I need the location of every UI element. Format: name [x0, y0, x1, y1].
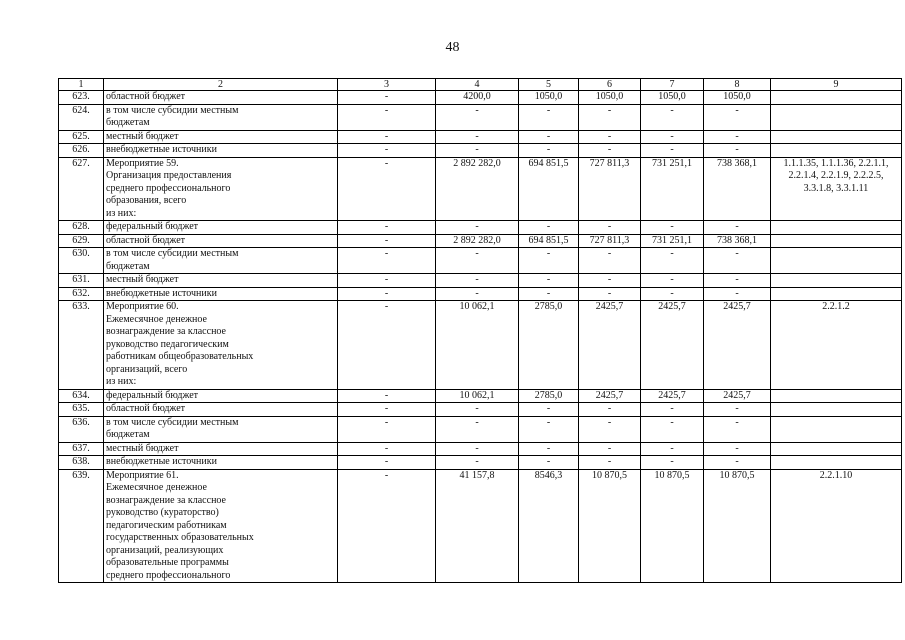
column-6-cell: 2425,7 [579, 301, 641, 390]
column-4-cell: 2 892 282,0 [436, 157, 519, 221]
column-5-cell: - [519, 403, 579, 417]
page-number: 48 [445, 40, 460, 55]
column-3-cell: - [338, 403, 436, 417]
column-8-cell: - [704, 144, 771, 158]
table-row [59, 104, 902, 130]
column-6-cell: 2425,7 [579, 389, 641, 403]
column-7-cell: - [641, 130, 704, 144]
item-name-cell: местный бюджет [104, 442, 338, 456]
header-cell: 4 [436, 79, 519, 91]
column-5-cell: - [519, 274, 579, 288]
column-5-cell: - [519, 416, 579, 442]
column-6-cell: 10 870,5 [579, 469, 641, 583]
table-row [59, 234, 902, 248]
column-5-cell: - [519, 130, 579, 144]
indicator-refs-cell: 2.2.1.10 [771, 469, 902, 583]
column-3-cell: - [338, 456, 436, 470]
column-6-cell: - [579, 221, 641, 235]
column-7-cell: - [641, 144, 704, 158]
column-8-cell: - [704, 403, 771, 417]
column-4-cell: - [436, 287, 519, 301]
column-7-cell: - [641, 442, 704, 456]
column-7-cell: 731 251,1 [641, 157, 704, 221]
column-3-cell: - [338, 442, 436, 456]
column-4-cell: - [436, 248, 519, 274]
column-7-cell: - [641, 221, 704, 235]
column-3-cell: - [338, 104, 436, 130]
row-number-cell: 631. [59, 274, 104, 288]
indicator-refs-cell [771, 91, 902, 105]
column-7-cell: 1050,0 [641, 91, 704, 105]
column-6-cell: - [579, 104, 641, 130]
column-5-cell: 1050,0 [519, 91, 579, 105]
table-row [59, 157, 902, 221]
indicator-refs-cell [771, 234, 902, 248]
column-3-cell: - [338, 144, 436, 158]
column-6-cell: - [579, 287, 641, 301]
item-name-cell: в том числе субсидии местным бюджетам [104, 416, 338, 442]
column-7-cell: 731 251,1 [641, 234, 704, 248]
row-number-cell: 628. [59, 221, 104, 235]
row-number-cell: 633. [59, 301, 104, 390]
column-4-cell: 10 062,1 [436, 389, 519, 403]
column-8-cell: - [704, 274, 771, 288]
column-6-cell: - [579, 248, 641, 274]
column-6-cell: - [579, 456, 641, 470]
indicator-refs-cell [771, 403, 902, 417]
table-row [59, 442, 902, 456]
column-4-cell: - [436, 104, 519, 130]
header-cell: 3 [338, 79, 436, 91]
column-7-cell: - [641, 274, 704, 288]
item-name-cell: в том числе субсидии местным бюджетам [104, 248, 338, 274]
item-name-cell: Мероприятие 61. Ежемесячное денежное вознаграждение за классное руководство (кураторство) педагогическим работникам государственных образовательных организаций, реализующих образовательные программы среднего профессионального [104, 469, 338, 583]
item-name-cell: областной бюджет [104, 91, 338, 105]
indicator-refs-cell [771, 389, 902, 403]
indicator-refs-cell [771, 104, 902, 130]
item-name-cell: внебюджетные источники [104, 287, 338, 301]
column-5-cell: 8546,3 [519, 469, 579, 583]
column-3-cell: - [338, 91, 436, 105]
column-5-cell: - [519, 442, 579, 456]
column-5-cell: 694 851,5 [519, 157, 579, 221]
column-4-cell: - [436, 144, 519, 158]
column-7-cell: - [641, 416, 704, 442]
column-6-cell: - [579, 130, 641, 144]
column-8-cell: 738 368,1 [704, 234, 771, 248]
column-8-cell: - [704, 456, 771, 470]
column-5-cell: 2785,0 [519, 389, 579, 403]
item-name-cell: областной бюджет [104, 234, 338, 248]
column-3-cell: - [338, 221, 436, 235]
column-3-cell: - [338, 274, 436, 288]
indicator-refs-cell [771, 442, 902, 456]
column-5-cell: - [519, 248, 579, 274]
row-number-cell: 629. [59, 234, 104, 248]
column-3-cell: - [338, 130, 436, 144]
header-cell: 2 [104, 79, 338, 91]
column-5-cell: 694 851,5 [519, 234, 579, 248]
item-name-cell: в том числе субсидии местным бюджетам [104, 104, 338, 130]
column-3-cell: - [338, 234, 436, 248]
header-cell: 5 [519, 79, 579, 91]
row-number-cell: 634. [59, 389, 104, 403]
item-name-cell: федеральный бюджет [104, 389, 338, 403]
table-row [59, 416, 902, 442]
column-8-cell: 2425,7 [704, 389, 771, 403]
table-row [59, 469, 902, 583]
column-8-cell: - [704, 104, 771, 130]
indicator-refs-cell [771, 221, 902, 235]
column-8-cell: 10 870,5 [704, 469, 771, 583]
column-4-cell: 2 892 282,0 [436, 234, 519, 248]
column-7-cell: - [641, 456, 704, 470]
header-cell: 7 [641, 79, 704, 91]
column-8-cell: - [704, 442, 771, 456]
column-5-cell: - [519, 287, 579, 301]
column-3-cell: - [338, 287, 436, 301]
column-6-cell: - [579, 416, 641, 442]
column-4-cell: - [436, 221, 519, 235]
table-row [59, 389, 902, 403]
column-5-cell: - [519, 144, 579, 158]
column-6-cell: 727 811,3 [579, 234, 641, 248]
indicator-refs-cell: 1.1.1.35, 1.1.1.36, 2.2.1.1, 2.2.1.4, 2.2.1.9, 2.2.2.5, 3.3.1.8, 3.3.1.11 [771, 157, 902, 221]
item-name-cell: внебюджетные источники [104, 456, 338, 470]
column-6-cell: - [579, 442, 641, 456]
indicator-refs-cell: 2.2.1.2 [771, 301, 902, 390]
header-cell: 8 [704, 79, 771, 91]
indicator-refs-cell [771, 248, 902, 274]
column-4-cell: - [436, 403, 519, 417]
column-7-cell: 2425,7 [641, 301, 704, 390]
column-6-cell: 1050,0 [579, 91, 641, 105]
column-8-cell: 2425,7 [704, 301, 771, 390]
row-number-cell: 626. [59, 144, 104, 158]
column-5-cell: - [519, 104, 579, 130]
header-cell: 9 [771, 79, 902, 91]
column-7-cell: - [641, 287, 704, 301]
column-8-cell: - [704, 221, 771, 235]
table-row [59, 301, 902, 390]
row-number-cell: 623. [59, 91, 104, 105]
row-number-cell: 637. [59, 442, 104, 456]
column-7-cell: - [641, 104, 704, 130]
indicator-refs-cell [771, 416, 902, 442]
column-4-cell: 4200,0 [436, 91, 519, 105]
column-3-cell: - [338, 416, 436, 442]
column-5-cell: 2785,0 [519, 301, 579, 390]
row-number-cell: 635. [59, 403, 104, 417]
indicator-refs-cell [771, 287, 902, 301]
column-8-cell: - [704, 416, 771, 442]
indicator-refs-cell [771, 456, 902, 470]
row-number-cell: 624. [59, 104, 104, 130]
table-row [59, 91, 902, 105]
item-name-cell: местный бюджет [104, 130, 338, 144]
column-3-cell: - [338, 469, 436, 583]
column-8-cell: 738 368,1 [704, 157, 771, 221]
table-row [59, 287, 902, 301]
column-4-cell: - [436, 442, 519, 456]
column-8-cell: - [704, 287, 771, 301]
column-3-cell: - [338, 389, 436, 403]
row-number-cell: 630. [59, 248, 104, 274]
item-name-cell: областной бюджет [104, 403, 338, 417]
column-7-cell: - [641, 403, 704, 417]
row-number-cell: 632. [59, 287, 104, 301]
indicator-refs-cell [771, 130, 902, 144]
column-6-cell: 727 811,3 [579, 157, 641, 221]
column-3-cell: - [338, 157, 436, 221]
column-7-cell: 10 870,5 [641, 469, 704, 583]
indicator-refs-cell [771, 274, 902, 288]
column-4-cell: - [436, 416, 519, 442]
indicator-refs-cell [771, 144, 902, 158]
header-cell: 1 [59, 79, 104, 91]
row-number-cell: 638. [59, 456, 104, 470]
table-row [59, 456, 902, 470]
row-number-cell: 627. [59, 157, 104, 221]
column-8-cell: - [704, 130, 771, 144]
column-7-cell: - [641, 248, 704, 274]
table-row [59, 130, 902, 144]
row-number-cell: 639. [59, 469, 104, 583]
header-row [59, 79, 902, 91]
budget-table [58, 78, 902, 583]
item-name-cell: внебюджетные источники [104, 144, 338, 158]
column-8-cell: 1050,0 [704, 91, 771, 105]
item-name-cell: местный бюджет [104, 274, 338, 288]
column-3-cell: - [338, 248, 436, 274]
table-row [59, 274, 902, 288]
row-number-cell: 636. [59, 416, 104, 442]
column-4-cell: - [436, 130, 519, 144]
table-row [59, 403, 902, 417]
column-7-cell: 2425,7 [641, 389, 704, 403]
column-5-cell: - [519, 456, 579, 470]
column-6-cell: - [579, 403, 641, 417]
item-name-cell: федеральный бюджет [104, 221, 338, 235]
table-row [59, 144, 902, 158]
column-6-cell: - [579, 274, 641, 288]
column-4-cell: - [436, 274, 519, 288]
column-4-cell: 10 062,1 [436, 301, 519, 390]
column-5-cell: - [519, 221, 579, 235]
column-8-cell: - [704, 248, 771, 274]
row-number-cell: 625. [59, 130, 104, 144]
column-3-cell: - [338, 301, 436, 390]
column-4-cell: 41 157,8 [436, 469, 519, 583]
item-name-cell: Мероприятие 60. Ежемесячное денежное вознаграждение за классное руководство педагогическим работникам общеобразовательных организаций, всего из них: [104, 301, 338, 390]
item-name-cell: Мероприятие 59. Организация предоставления среднего профессионального образования, всего из них: [104, 157, 338, 221]
column-4-cell: - [436, 456, 519, 470]
table-row [59, 221, 902, 235]
column-6-cell: - [579, 144, 641, 158]
header-cell: 6 [579, 79, 641, 91]
table-row [59, 248, 902, 274]
